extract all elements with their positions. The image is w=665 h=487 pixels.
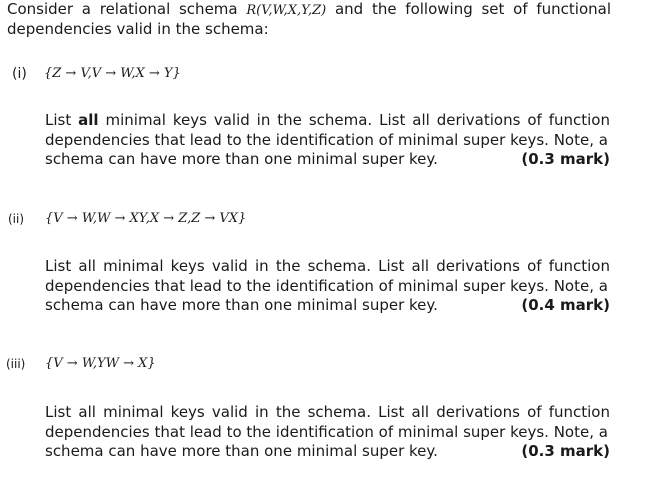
part-i-question <box>45 111 610 170</box>
part-ii-question <box>45 257 610 316</box>
part-iii-label: (iii) <box>6 357 26 371</box>
part-i-label: (i) <box>12 66 27 82</box>
part-iii-mark: (0.3 mark) <box>521 442 610 460</box>
part-i-fds: {Z → V,V → W,X → Y} <box>44 66 181 81</box>
part-ii-q-last: schema can have more than one minimal super key. <box>45 296 438 314</box>
part-iii-q-last: schema can have more than one minimal super key. <box>45 442 438 460</box>
intro-text-after: and the following set of functional dependencies valid in the schema: <box>7 0 611 38</box>
part-i-mark: (0.3 mark) <box>521 150 610 168</box>
part-ii-label: (ii) <box>8 212 25 226</box>
part-i-q-rest: minimal keys valid in the schema. List all derivations of function dependencies that lead to the identification of minimal super keys. Note, a <box>45 111 610 149</box>
intro-paragraph <box>7 0 611 38</box>
part-ii-fds: {V → W,W → XY,X → Z,Z → VX} <box>45 211 247 226</box>
part-iii-question <box>45 403 610 462</box>
part-iii-q-text: List all minimal keys valid in the schema. List all derivations of function dependencies that lead to the identification of minimal super keys. Note, a <box>45 403 610 441</box>
part-iii-fds: {V → W,YW → X} <box>45 356 156 371</box>
part-ii-mark: (0.4 mark) <box>521 296 610 314</box>
part-i-q-start: List <box>45 111 79 129</box>
part-i-q-bold: all <box>78 111 99 129</box>
schema-notation: R(V,W,X,Y,Z) <box>246 3 327 18</box>
part-i-q-last: schema can have more than one minimal super key. <box>45 150 438 168</box>
part-ii-q-text: List all minimal keys valid in the schema. List all derivations of function dependencies that lead to the identification of minimal super keys. Note, a <box>45 257 610 295</box>
intro-text-before: Consider a relational schema <box>7 0 238 18</box>
